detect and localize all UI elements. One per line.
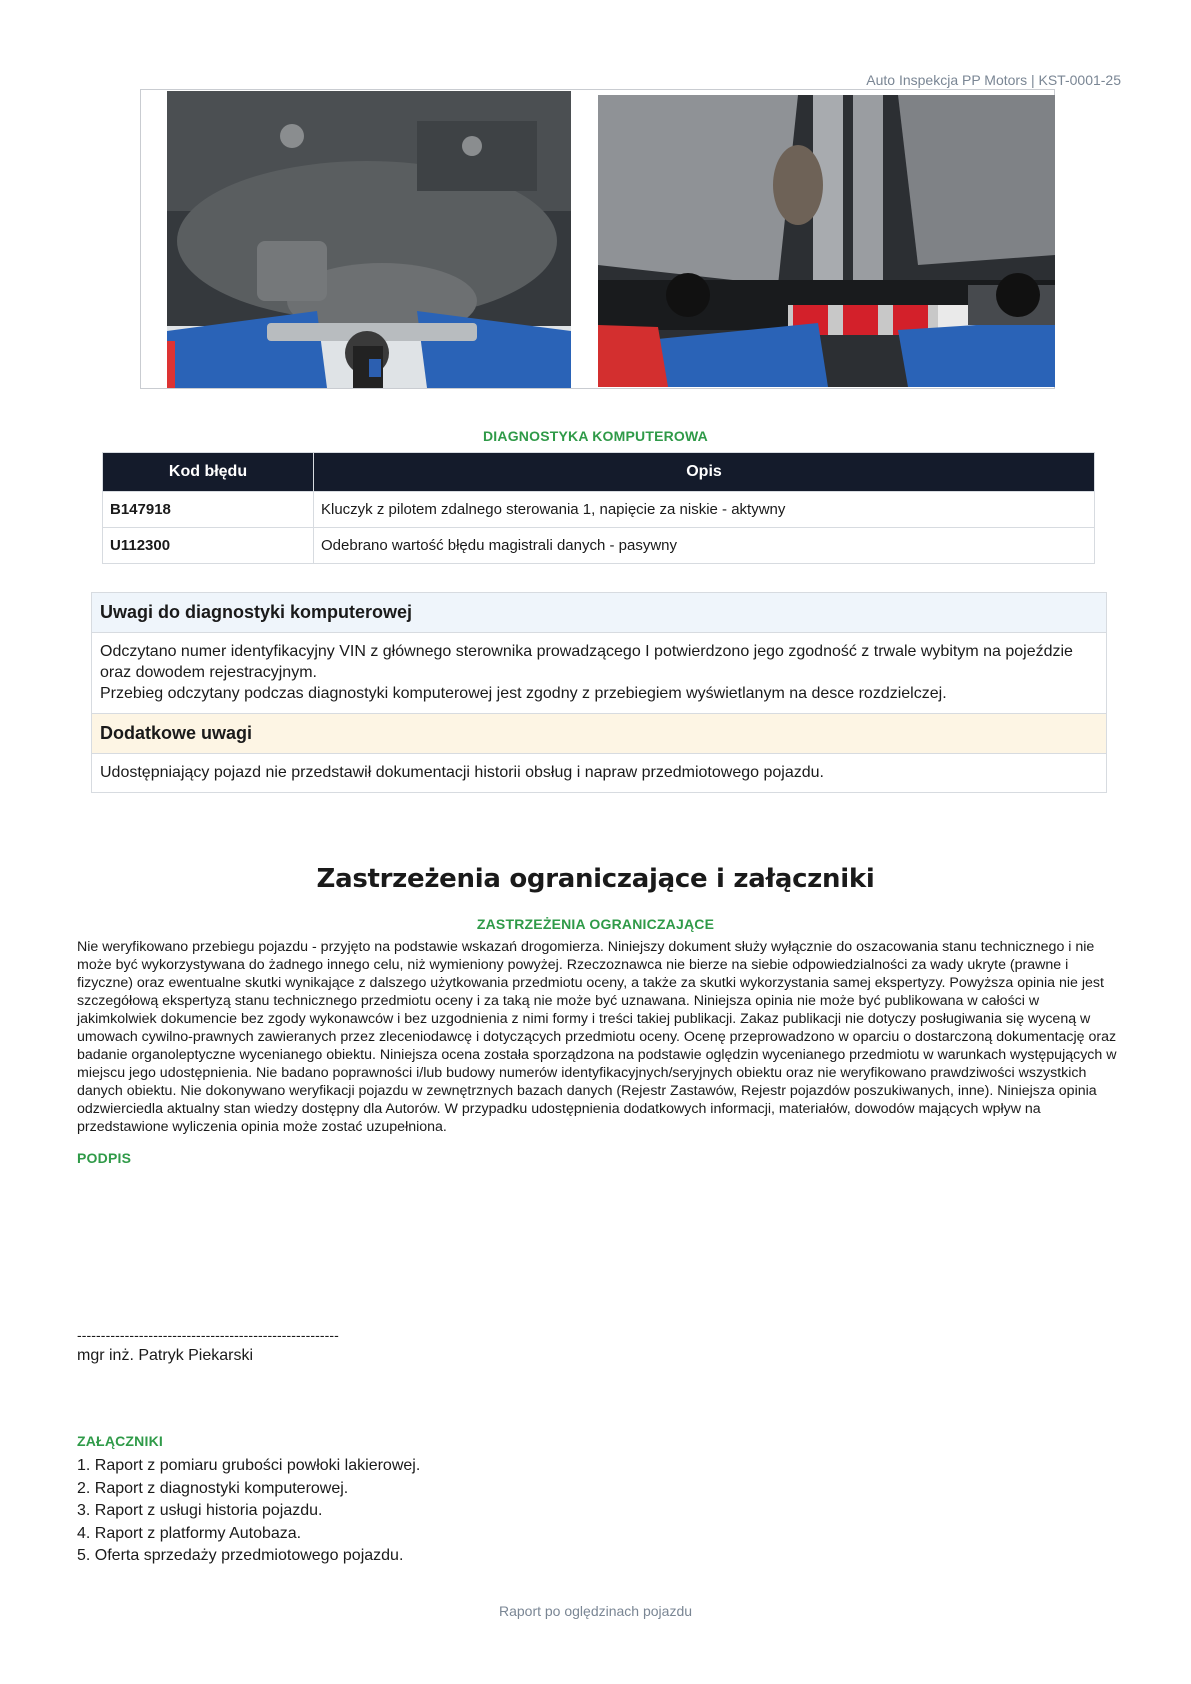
- section-heading: Zastrzeżenia ograniczające i załączniki: [316, 864, 875, 894]
- list-item: 3. Raport z usługi historia pojazdu.: [77, 1502, 323, 1519]
- error-code: B147918: [103, 492, 314, 528]
- restrictions-text: Nie weryfikowano przebiegu pojazdu - przyjęto na podstawie wskazań drogomierza. Niniejszy dokument służy wyłącznie do oszacowania stanu technicznego i nie może być wykorzystywana do żadnego innego celu, niż wymieniony powyżej. Rzeczoznawca nie bierze na siebie odpowiedzialności za wady ukryte (prawne i fizyczne) oraz ewentualne skutki wynikające z dalszego użytkowania przedmiotu oceny, a także za skutki wykorzystania samej ekspertyzy. Powyższa opinia nie jest szczegółową ekspertyzą stanu technicznego przedmiotu oceny i za taką nie może być uznawana. Niniejsza opinia nie może być publikowana w całości w jakimkolwiek dokumencie bez zgody wykonawców i bez uzgodnienia z nimi formy i treści takiej publikacji. Zakaz publikacji nie dotyczy posługiwania się wyceną w umowach cywilno-prawnych zawieranych przez zleceniodawcę i dotyczących przedmiotu oceny. Ocenę przeprowadzono w oparciu o dostarczoną dokumentację oraz badanie organoleptyczne wycenianego obiektu. Niniejsza ocena została sporządzona na podstawie oględzin wycenianego przedmiotu w warunkach występujących w miejscu jego udostępnienia. Nie badano poprawności i/lub budowy numerów identyfikacyjnych/seryjnych obiektu oraz nie weryfikowano prawdziwości wszystkich danych obiektu. Nie dokonywano weryfikacji pojazdu w zewnętrznych bazach danych (Rejestr Zastawów, Rejestr pojazdów poszukiwanych, inne). Niniejsza opinia odzwierciedla aktualny stan wiedzy dostępny dla Autorów. W przypadku udostępnienia dodatkowych informacji, materiałów, dowodów mających wpływ na przedstawione wyliczenia opinia może zostać uzupełniona.: [77, 939, 1117, 1135]
- list-item: 5. Oferta sprzedaży przedmiotowego pojazdu.: [77, 1547, 404, 1564]
- document-reference: Auto Inspekcja PP Motors | KST-0001-25: [866, 72, 1121, 88]
- list-item: 4. Raport z platformy Autobaza.: [77, 1524, 302, 1542]
- photo-gallery: [140, 89, 1055, 389]
- restrictions-title: ZASTRZEŻENIA OGRANICZAJĄCE: [476, 916, 715, 932]
- additional-notes-body: Udostępniający pojazd nie przedstawił dokumentacji historii obsług i napraw przedmiotowego pojazdu.: [100, 764, 824, 781]
- attachments-title: ZAŁĄCZNIKI: [77, 1433, 163, 1449]
- signature-title: PODPIS: [77, 1150, 132, 1166]
- column-header-code: Kod błędu: [103, 453, 314, 492]
- list-item: 2. Raport z diagnostyki komputerowej.: [77, 1479, 349, 1497]
- list-item: 1. Raport z pomiaru grubości powłoki lakierowej.: [77, 1457, 421, 1474]
- diagnostics-note-line: Odczytano numer identyfikacyjny VIN z głównego sterownika prowadzącego I potwierdzono jego zgodność z trwale wybitym na pojeździe oraz dowodem rejestracyjnym.: [100, 643, 1073, 681]
- signature-line: -------------------------------------------------------: [77, 1327, 339, 1343]
- diagnostics-title: DIAGNOSTYKA KOMPUTEROWA: [483, 428, 708, 444]
- table-row: [103, 492, 1095, 528]
- error-description: Odebrano wartość błędu magistrali danych - pasywny: [314, 528, 1095, 564]
- signatory-name: mgr inż. Patryk Piekarski: [77, 1347, 254, 1364]
- page-footer: Raport po oględzinach pojazdu: [498, 1603, 693, 1619]
- table-header-row: [103, 453, 1095, 492]
- additional-notes-heading: Dodatkowe uwagi: [92, 713, 1106, 754]
- table-row: [103, 528, 1095, 564]
- column-header-description: Opis: [314, 453, 1095, 492]
- diagnostics-table: [102, 452, 1095, 564]
- attachments-list: [77, 1455, 420, 1568]
- diagnostics-notes-heading: Uwagi do diagnostyki komputerowej: [92, 593, 1106, 633]
- undercarriage-front-photo: [167, 91, 571, 388]
- undercarriage-exhaust-photo: [598, 95, 1055, 387]
- diagnostics-note-line: Przebieg odczytany podczas diagnostyki komputerowej jest zgodny z przebiegiem wyświetlanym na desce rozdzielczej.: [100, 685, 947, 702]
- error-description: Kluczyk z pilotem zdalnego sterowania 1, napięcie za niskie - aktywny: [314, 492, 1095, 528]
- notes-box: [91, 592, 1107, 793]
- diagnostics-notes-body: [92, 633, 1106, 713]
- error-code: U112300: [103, 528, 314, 564]
